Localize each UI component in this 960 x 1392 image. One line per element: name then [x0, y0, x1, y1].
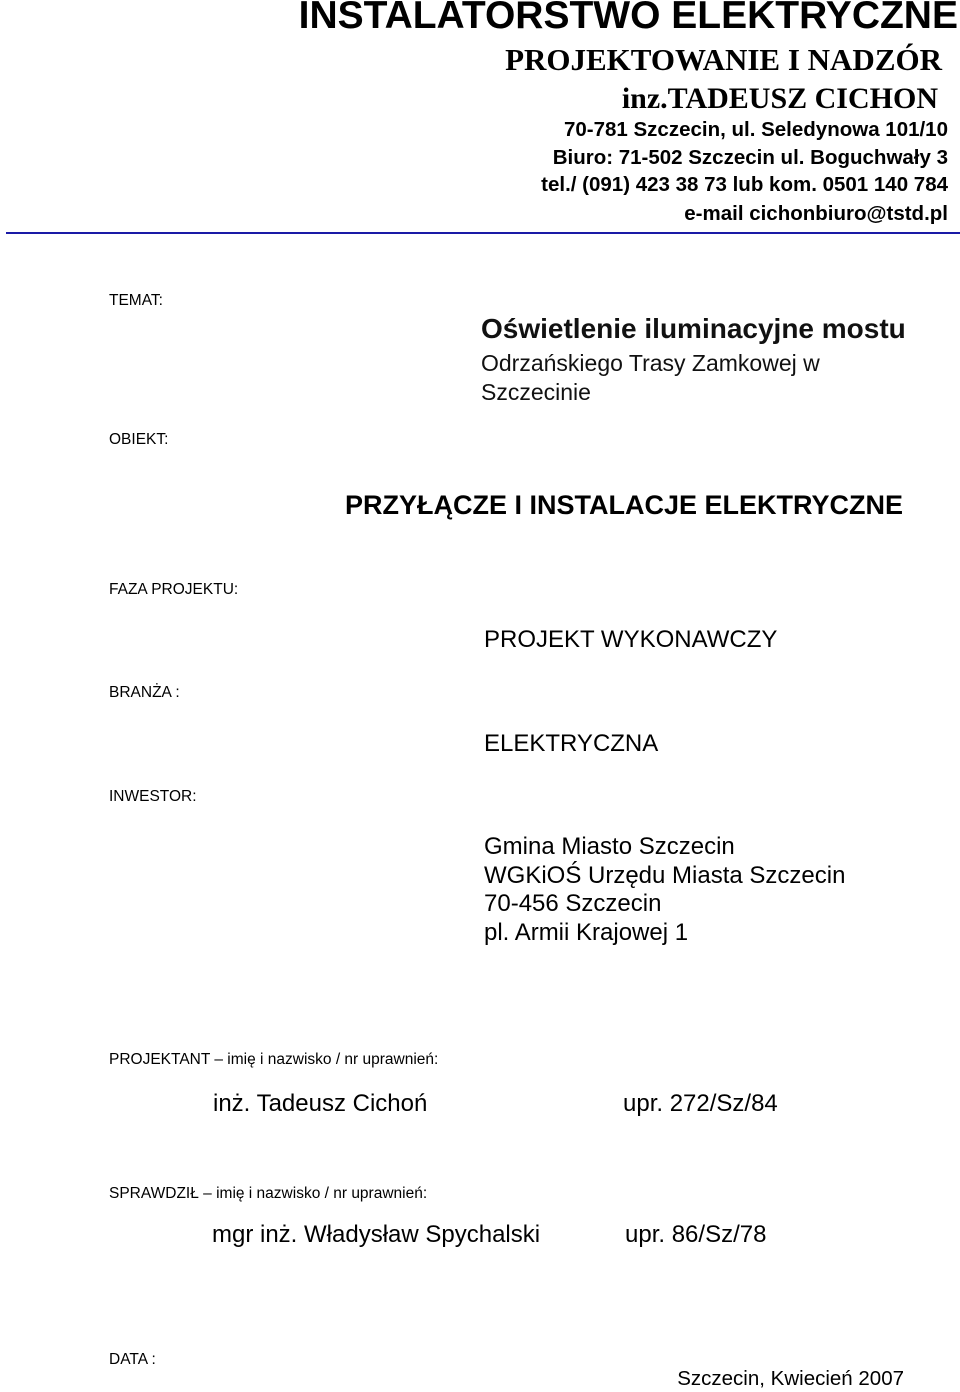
label-sprawdzil: SPRAWDZIŁ – imię i nazwisko / nr uprawnień:	[109, 1185, 428, 1202]
company-office: Biuro: 71-502 Szczecin ul. Boguchwały 3	[552, 146, 948, 169]
inwestor-line: 70-456 Szczecin	[484, 890, 662, 917]
company-address: 70-781 Szczecin, ul. Seledynowa 101/10	[563, 118, 948, 141]
company-title: INSTALATORSTWO ELEKTRYCZNE	[298, 0, 958, 37]
company-subtitle: PROJEKTOWANIE I NADZÓR	[505, 42, 942, 77]
obiekt-value: PRZYŁĄCZE I INSTALACJE ELEKTRYCZNE	[345, 490, 904, 520]
branza-value: ELEKTRYCZNA	[484, 730, 659, 757]
label-temat: TEMAT:	[109, 292, 163, 309]
faza-value: PROJEKT WYKONAWCZY	[484, 626, 778, 653]
date-value: Szczecin, Kwiecień 2007	[677, 1367, 904, 1390]
header-divider	[6, 232, 960, 234]
label-obiekt: OBIEKT:	[109, 431, 169, 448]
label-projektant: PROJEKTANT – imię i nazwisko / nr uprawnień:	[109, 1051, 439, 1068]
company-owner: inz.TADEUSZ CICHON	[621, 82, 938, 115]
inwestor-line: WGKiOŚ Urzędu Miasta Szczecin	[484, 861, 846, 889]
sprawdzil-name: mgr inż. Władysław Spychalski	[212, 1221, 541, 1248]
projektant-name: inż. Tadeusz Cichoń	[213, 1090, 428, 1117]
label-data: DATA :	[109, 1351, 156, 1368]
label-faza: FAZA PROJEKTU:	[109, 581, 239, 598]
company-email: e-mail cichonbiuro@tstd.pl	[684, 202, 948, 225]
company-phone: tel./ (091) 423 38 73 lub kom. 0501 140 784	[541, 173, 948, 196]
temat-object: Odrzańskiego Trasy Zamkowej w Szczecinie	[481, 350, 820, 405]
temat-title: Oświetlenie iluminacyjne mostu	[481, 313, 906, 344]
projektant-license: upr. 272/Sz/84	[623, 1090, 778, 1117]
label-branza: BRANŻA :	[109, 684, 180, 701]
inwestor-line: pl. Armii Krajowej 1	[484, 918, 689, 946]
sprawdzil-license: upr. 86/Sz/78	[625, 1221, 767, 1248]
label-inwestor: INWESTOR:	[109, 788, 197, 805]
inwestor-block	[484, 833, 845, 947]
inwestor-line: Gmina Miasto Szczecin	[484, 833, 735, 860]
